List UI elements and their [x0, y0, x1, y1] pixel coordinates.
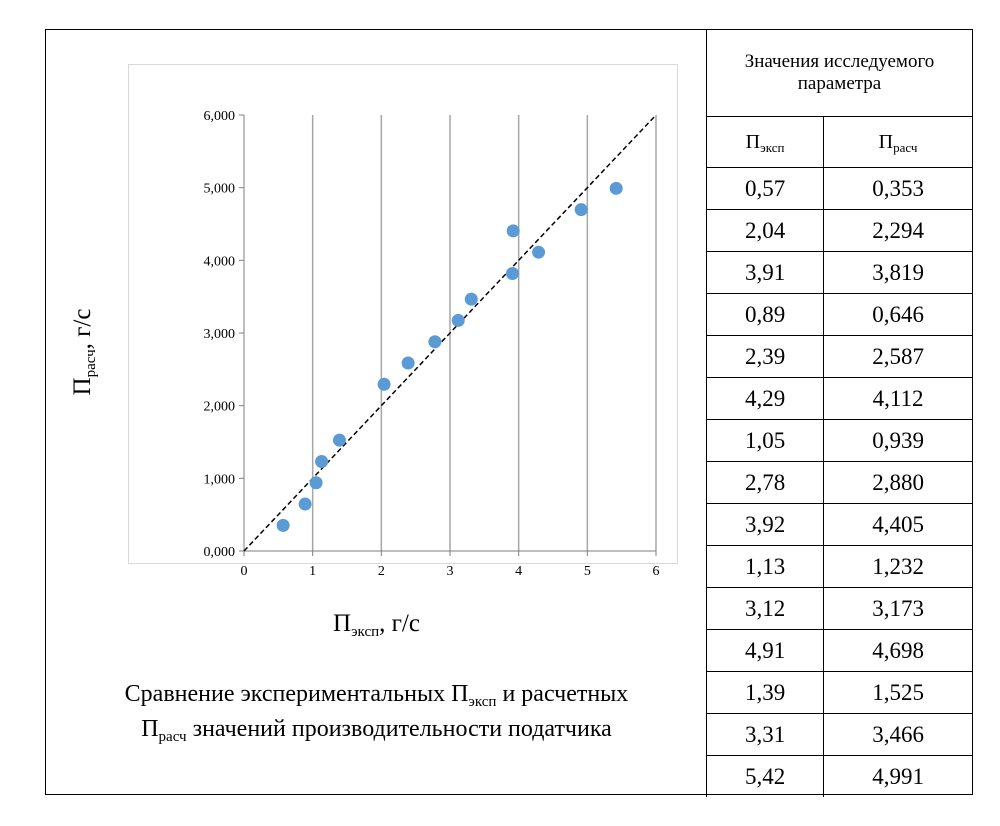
x-axis-title: $П_{эксп}$, г/с	[333, 610, 420, 640]
cell-calc-value: 4,112	[824, 378, 972, 420]
y-tick-label: 5,000	[203, 181, 235, 197]
table-row	[707, 630, 973, 672]
y-tick-label: 4,000	[203, 254, 235, 270]
x-tick-label: 0	[240, 564, 248, 579]
y-tick-label: 3,000	[203, 327, 235, 342]
cell-exp-value: 5,42	[707, 756, 824, 798]
table-row	[707, 252, 973, 294]
y-tick-label: 1,000	[203, 472, 235, 488]
data-point	[299, 498, 312, 511]
data-point	[315, 455, 328, 468]
x-tick-label: 2	[377, 564, 385, 579]
cell-calc-value: 4,991	[824, 756, 972, 798]
y-axis-title: $П_{расч}$, г/с	[69, 308, 99, 396]
caption-line-2: $П_{расч}$ значений производительности податчика	[141, 716, 612, 745]
col-header-calc: $П_{расч}$	[824, 117, 972, 168]
data-point	[575, 203, 588, 216]
table-panel	[707, 30, 972, 794]
table-row	[707, 546, 973, 588]
table-row	[707, 756, 973, 798]
table-row	[707, 420, 973, 462]
y-tick-label: 0,000	[203, 545, 235, 560]
chart-area	[128, 64, 678, 579]
table-row	[707, 462, 973, 504]
data-table	[706, 30, 972, 797]
x-tick-label: 4	[515, 564, 523, 579]
data-point	[465, 293, 478, 306]
cell-exp-value: 1,05	[707, 420, 824, 462]
y-tick-label: 6,000	[203, 109, 235, 124]
data-point	[402, 357, 415, 370]
table-group-header: Значения исследуемого параметра	[707, 30, 973, 117]
cell-calc-value: 1,232	[824, 546, 972, 588]
data-point	[428, 335, 441, 348]
cell-exp-value: 0,57	[707, 168, 824, 210]
cell-calc-value: 2,294	[824, 210, 972, 252]
x-tick-label: 3	[446, 564, 454, 579]
table-row	[707, 168, 973, 210]
table-row	[707, 210, 973, 252]
cell-calc-value: 4,405	[824, 504, 972, 546]
scatter-chart	[129, 65, 679, 579]
cell-exp-value: 4,91	[707, 630, 824, 672]
figure-frame	[45, 29, 973, 795]
table-row	[707, 336, 973, 378]
chart-panel	[46, 30, 707, 794]
table-row	[707, 378, 973, 420]
data-point	[277, 519, 290, 532]
cell-calc-value: 3,819	[824, 252, 972, 294]
cell-exp-value: 1,13	[707, 546, 824, 588]
figure-caption	[46, 678, 707, 748]
caption-line-1: Сравнение экспериментальных $П_{эксп}$ и расчетных	[124, 681, 629, 710]
cell-exp-value: 3,31	[707, 714, 824, 756]
cell-calc-value: 0,353	[824, 168, 972, 210]
cell-calc-value: 3,173	[824, 588, 972, 630]
cell-exp-value: 3,92	[707, 504, 824, 546]
x-tick-label: 1	[309, 564, 317, 579]
cell-exp-value: 0,89	[707, 294, 824, 336]
col-header-exp: $П_{эксп}$	[707, 117, 824, 168]
cell-calc-value: 0,646	[824, 294, 972, 336]
cell-calc-value: 4,698	[824, 630, 972, 672]
cell-calc-value: 3,466	[824, 714, 972, 756]
table-row	[707, 294, 973, 336]
cell-exp-value: 3,12	[707, 588, 824, 630]
cell-calc-value: 2,880	[824, 462, 972, 504]
cell-calc-value: 1,525	[824, 672, 972, 714]
cell-exp-value: 2,04	[707, 210, 824, 252]
data-point	[532, 246, 545, 259]
table-row	[707, 504, 973, 546]
data-point	[310, 476, 323, 489]
data-point	[610, 182, 623, 195]
data-point	[378, 378, 391, 391]
cell-exp-value: 4,29	[707, 378, 824, 420]
cell-exp-value: 3,91	[707, 252, 824, 294]
data-point	[452, 314, 465, 327]
table-row	[707, 588, 973, 630]
cell-calc-value: 0,939	[824, 420, 972, 462]
table-row	[707, 714, 973, 756]
table-body	[707, 168, 973, 798]
x-tick-label: 6	[652, 564, 660, 579]
y-tick-label: 2,000	[203, 399, 235, 415]
data-point	[333, 434, 346, 447]
data-point	[507, 224, 520, 237]
cell-exp-value: 2,39	[707, 336, 824, 378]
data-point	[506, 267, 519, 280]
cell-calc-value: 2,587	[824, 336, 972, 378]
cell-exp-value: 2,78	[707, 462, 824, 504]
cell-exp-value: 1,39	[707, 672, 824, 714]
table-row	[707, 672, 973, 714]
x-tick-label: 5	[583, 564, 591, 579]
